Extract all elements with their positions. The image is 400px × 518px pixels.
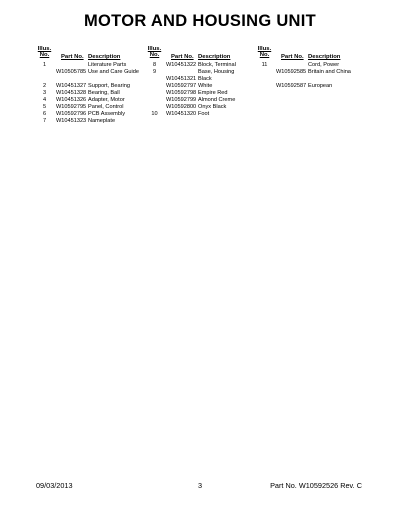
part-number: W10592800 xyxy=(166,104,197,110)
illus-number: 1 xyxy=(42,62,47,68)
illus-no-header: Illus. No. xyxy=(37,46,52,58)
part-number: W10451328 xyxy=(56,90,87,96)
column-header xyxy=(146,44,258,62)
part-row xyxy=(146,76,258,83)
part-number: W10451320 xyxy=(166,111,197,117)
part-number: W10592799 xyxy=(166,97,197,103)
part-number: W10505785 xyxy=(56,69,87,75)
illus-number: 7 xyxy=(42,118,47,124)
illus-number: 8 xyxy=(152,62,157,68)
part-row xyxy=(146,111,258,118)
page-title: MOTOR AND HOUSING UNIT xyxy=(83,12,317,30)
parts-column-2 xyxy=(146,44,258,118)
part-row xyxy=(36,118,151,125)
footer-page-number: 3 xyxy=(197,481,203,490)
part-row xyxy=(256,76,366,83)
footer-date: 09/03/2013 xyxy=(36,481,73,490)
part-description: Britain and China xyxy=(308,69,351,75)
part-number: W10451321 xyxy=(166,76,197,82)
illus-number: 11 xyxy=(261,62,268,68)
part-number: W10592795 xyxy=(56,104,87,110)
part-row xyxy=(146,104,258,111)
part-description: Almond Creme xyxy=(198,97,236,103)
part-number: W10592587 xyxy=(276,83,307,89)
illus-number: 10 xyxy=(151,111,158,117)
part-description: Onyx Black xyxy=(198,104,227,110)
part-number: W10592798 xyxy=(166,90,197,96)
part-description: PCB Assembly xyxy=(88,111,125,117)
part-description: Bearing, Ball xyxy=(88,90,120,96)
part-number: W10451322 xyxy=(166,62,197,68)
part-no-header: Part No. xyxy=(281,54,304,60)
part-description: White xyxy=(198,83,213,89)
illus-no-header: Illus. No. xyxy=(147,46,162,58)
column-header xyxy=(256,44,366,62)
part-row xyxy=(36,104,151,111)
part-row xyxy=(36,111,151,118)
part-row xyxy=(146,83,258,90)
part-number: W10451323 xyxy=(56,118,87,124)
part-row xyxy=(256,83,366,90)
description-header: Description xyxy=(88,54,121,60)
part-number: W10592585 xyxy=(276,69,307,75)
part-row xyxy=(146,62,258,69)
part-number: W10592797 xyxy=(166,83,197,89)
part-description: Support, Bearing xyxy=(88,83,130,89)
part-no-header: Part No. xyxy=(171,54,194,60)
part-description: Empire Red xyxy=(198,90,228,96)
part-description: Block, Terminal xyxy=(198,62,236,68)
part-description: Use and Care Guide xyxy=(88,69,139,75)
part-row xyxy=(146,69,258,76)
parts-column-1 xyxy=(36,44,151,125)
illus-no-header: Illus. No. xyxy=(257,46,272,58)
part-row xyxy=(36,97,151,104)
description-header: Description xyxy=(308,54,341,60)
part-row xyxy=(256,69,366,76)
illus-number: 3 xyxy=(42,90,47,96)
parts-column-3 xyxy=(256,44,366,90)
part-description: Foot xyxy=(198,111,210,117)
part-description: Black xyxy=(198,76,212,82)
part-description: Literature Parts xyxy=(88,62,127,68)
part-row xyxy=(256,62,366,69)
part-description: Adapter, Motor xyxy=(88,97,125,103)
description-header: Description xyxy=(198,54,231,60)
part-row xyxy=(36,76,151,83)
part-row xyxy=(36,62,151,69)
illus-number: 6 xyxy=(42,111,47,117)
part-number: W10451326 xyxy=(56,97,87,103)
part-row xyxy=(146,90,258,97)
illus-number: 5 xyxy=(42,104,47,110)
part-description: European xyxy=(308,83,333,89)
part-number: W10592796 xyxy=(56,111,87,117)
part-number: W10451327 xyxy=(56,83,87,89)
part-row xyxy=(36,69,151,76)
illus-number: 4 xyxy=(42,97,47,103)
part-description: Cord, Power xyxy=(308,62,340,68)
illus-number: 2 xyxy=(42,83,47,89)
part-description: Nameplate xyxy=(88,118,116,124)
part-row xyxy=(146,97,258,104)
part-description: Base, Housing xyxy=(198,69,235,75)
part-row xyxy=(36,90,151,97)
part-no-header: Part No. xyxy=(61,54,84,60)
column-header xyxy=(36,44,151,62)
part-description: Panel, Control xyxy=(88,104,124,110)
part-row xyxy=(36,83,151,90)
illus-number: 9 xyxy=(152,69,157,75)
footer-part-number: Part No. W10592526 Rev. C xyxy=(270,481,362,490)
